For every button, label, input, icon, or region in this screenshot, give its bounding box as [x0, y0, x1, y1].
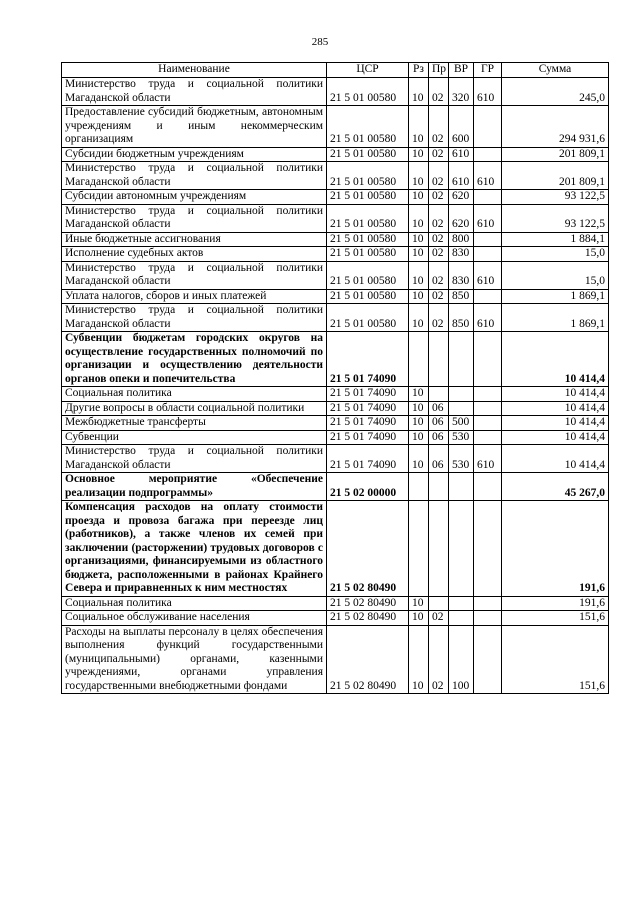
cell-name: Субвенции бюджетам городских округов на осуществление государственных полномочий по организации и осуществлению деятельности органов опеки и попечительства	[62, 332, 327, 387]
cell-rz: 10	[409, 162, 429, 190]
cell-rz: 10	[409, 596, 429, 611]
table-row	[62, 190, 609, 205]
cell-rz: 10	[409, 247, 429, 262]
cell-sum: 15,0	[502, 247, 609, 262]
cell-vr: 800	[449, 232, 474, 247]
cell-rz: 10	[409, 147, 429, 162]
cell-rz: 10	[409, 78, 429, 106]
cell-gr	[474, 416, 502, 431]
table-row	[62, 596, 609, 611]
column-header-vr: ВР	[449, 63, 474, 78]
cell-pr: 02	[429, 304, 449, 332]
cell-sum: 10 414,4	[502, 445, 609, 473]
cell-gr: 610	[474, 304, 502, 332]
table-row	[62, 625, 609, 694]
cell-sum: 245,0	[502, 78, 609, 106]
cell-pr: 02	[429, 611, 449, 626]
cell-name: Субсидии бюджетным учреждениям	[62, 147, 327, 162]
cell-pr: 02	[429, 147, 449, 162]
cell-gr	[474, 232, 502, 247]
cell-vr: 320	[449, 78, 474, 106]
cell-csr: 21 5 01 00580	[327, 261, 409, 289]
cell-vr	[449, 501, 474, 597]
cell-pr	[429, 387, 449, 402]
cell-pr: 02	[429, 625, 449, 694]
cell-csr: 21 5 01 00580	[327, 232, 409, 247]
cell-gr: 610	[474, 162, 502, 190]
cell-sum: 45 267,0	[502, 473, 609, 501]
table-row	[62, 232, 609, 247]
cell-gr	[474, 596, 502, 611]
cell-rz	[409, 501, 429, 597]
cell-pr	[429, 501, 449, 597]
cell-pr	[429, 332, 449, 387]
cell-csr: 21 5 01 74090	[327, 332, 409, 387]
table-row	[62, 387, 609, 402]
cell-sum: 10 414,4	[502, 332, 609, 387]
column-header-rz: Рз	[409, 63, 429, 78]
cell-vr: 530	[449, 445, 474, 473]
cell-csr: 21 5 02 80490	[327, 501, 409, 597]
table-row	[62, 416, 609, 431]
column-header-name: Наименование	[62, 63, 327, 78]
cell-vr: 100	[449, 625, 474, 694]
cell-csr: 21 5 01 74090	[327, 401, 409, 416]
cell-rz: 10	[409, 106, 429, 148]
cell-name: Компенсация расходов на оплату стоимости проезда и провоза багажа при переезде лиц (работников), а также членов их семей при заключении (расторжении) трудовых договоров с организациями, финансируемыми из областного бюджета, расположенными в районах Крайнего Севера и приравненных к ним местностях	[62, 501, 327, 597]
cell-sum: 191,6	[502, 501, 609, 597]
cell-csr: 21 5 01 74090	[327, 387, 409, 402]
cell-rz: 10	[409, 204, 429, 232]
table-row	[62, 445, 609, 473]
cell-rz: 10	[409, 401, 429, 416]
cell-vr	[449, 387, 474, 402]
cell-name: Субвенции	[62, 430, 327, 445]
cell-pr: 06	[429, 401, 449, 416]
cell-name: Уплата налогов, сборов и иных платежей	[62, 289, 327, 304]
cell-gr	[474, 430, 502, 445]
table-body	[62, 78, 609, 694]
cell-gr: 610	[474, 261, 502, 289]
cell-sum: 201 809,1	[502, 162, 609, 190]
cell-name: Министерство труда и социальной политики Магаданской области	[62, 445, 327, 473]
cell-gr	[474, 401, 502, 416]
cell-name: Межбюджетные трансферты	[62, 416, 327, 431]
page-number: 285	[311, 36, 329, 48]
cell-pr: 02	[429, 106, 449, 148]
cell-rz: 10	[409, 190, 429, 205]
cell-rz: 10	[409, 232, 429, 247]
cell-vr: 850	[449, 289, 474, 304]
cell-pr: 06	[429, 416, 449, 431]
cell-csr: 21 5 01 00580	[327, 147, 409, 162]
cell-sum: 1 884,1	[502, 232, 609, 247]
cell-sum: 10 414,4	[502, 387, 609, 402]
cell-name: Субсидии автономным учреждениям	[62, 190, 327, 205]
table-row	[62, 261, 609, 289]
cell-vr: 620	[449, 204, 474, 232]
budget-table	[61, 62, 609, 694]
table-row	[62, 473, 609, 501]
cell-csr: 21 5 01 74090	[327, 430, 409, 445]
cell-sum: 191,6	[502, 596, 609, 611]
cell-rz: 10	[409, 445, 429, 473]
cell-gr	[474, 473, 502, 501]
table-row	[62, 611, 609, 626]
cell-gr	[474, 625, 502, 694]
cell-pr: 02	[429, 190, 449, 205]
column-header-gr: ГР	[474, 63, 502, 78]
cell-vr	[449, 473, 474, 501]
cell-gr	[474, 106, 502, 148]
table-row	[62, 304, 609, 332]
cell-pr: 02	[429, 261, 449, 289]
cell-vr	[449, 401, 474, 416]
cell-gr	[474, 387, 502, 402]
cell-vr: 830	[449, 247, 474, 262]
cell-sum: 201 809,1	[502, 147, 609, 162]
cell-vr: 610	[449, 147, 474, 162]
cell-pr: 06	[429, 430, 449, 445]
cell-name: Другие вопросы в области социальной политики	[62, 401, 327, 416]
table-row	[62, 401, 609, 416]
cell-name: Исполнение судебных актов	[62, 247, 327, 262]
cell-csr: 21 5 01 00580	[327, 78, 409, 106]
cell-rz: 10	[409, 387, 429, 402]
cell-csr: 21 5 01 00580	[327, 247, 409, 262]
cell-vr: 600	[449, 106, 474, 148]
cell-sum: 10 414,4	[502, 401, 609, 416]
cell-vr: 850	[449, 304, 474, 332]
table-row	[62, 247, 609, 262]
table-header-row	[62, 63, 609, 78]
cell-rz: 10	[409, 430, 429, 445]
cell-rz: 10	[409, 625, 429, 694]
cell-sum: 1 869,1	[502, 304, 609, 332]
cell-csr: 21 5 02 00000	[327, 473, 409, 501]
cell-gr	[474, 247, 502, 262]
table-row	[62, 106, 609, 148]
table-row	[62, 430, 609, 445]
cell-pr: 02	[429, 232, 449, 247]
cell-sum: 15,0	[502, 261, 609, 289]
cell-name: Министерство труда и социальной политики Магаданской области	[62, 261, 327, 289]
cell-name: Основное мероприятие «Обеспечение реализации подпрограммы»	[62, 473, 327, 501]
cell-name: Иные бюджетные ассигнования	[62, 232, 327, 247]
cell-rz: 10	[409, 289, 429, 304]
cell-rz: 10	[409, 304, 429, 332]
table-row	[62, 501, 609, 597]
cell-csr: 21 5 02 80490	[327, 596, 409, 611]
table-row	[62, 78, 609, 106]
cell-pr: 02	[429, 247, 449, 262]
cell-sum: 1 869,1	[502, 289, 609, 304]
cell-csr: 21 5 02 80490	[327, 625, 409, 694]
table-row	[62, 147, 609, 162]
cell-gr	[474, 289, 502, 304]
cell-csr: 21 5 01 00580	[327, 289, 409, 304]
cell-csr: 21 5 01 00580	[327, 162, 409, 190]
cell-pr	[429, 473, 449, 501]
cell-pr	[429, 596, 449, 611]
cell-gr	[474, 147, 502, 162]
cell-pr: 06	[429, 445, 449, 473]
cell-gr: 610	[474, 445, 502, 473]
cell-rz: 10	[409, 611, 429, 626]
cell-csr: 21 5 01 00580	[327, 304, 409, 332]
cell-gr: 610	[474, 204, 502, 232]
cell-sum: 93 122,5	[502, 204, 609, 232]
cell-name: Социальное обслуживание населения	[62, 611, 327, 626]
cell-sum: 93 122,5	[502, 190, 609, 205]
table-row	[62, 162, 609, 190]
cell-sum: 151,6	[502, 611, 609, 626]
cell-pr: 02	[429, 204, 449, 232]
cell-vr	[449, 596, 474, 611]
cell-vr	[449, 611, 474, 626]
cell-name: Социальная политика	[62, 387, 327, 402]
cell-gr: 610	[474, 78, 502, 106]
cell-name: Социальная политика	[62, 596, 327, 611]
cell-gr	[474, 190, 502, 205]
cell-name: Предоставление субсидий бюджетным, автономным учреждениям и иным некоммерческим организациям	[62, 106, 327, 148]
column-header-sum: Сумма	[502, 63, 609, 78]
cell-vr: 620	[449, 190, 474, 205]
cell-gr	[474, 611, 502, 626]
cell-gr	[474, 332, 502, 387]
cell-name: Министерство труда и социальной политики Магаданской области	[62, 304, 327, 332]
cell-rz: 10	[409, 261, 429, 289]
cell-name: Расходы на выплаты персоналу в целях обеспечения выполнения функций государственными (муниципальными) органами, казенными учреждениями, органами управления государственными внебюджетными фондами	[62, 625, 327, 694]
cell-vr: 830	[449, 261, 474, 289]
cell-csr: 21 5 01 74090	[327, 416, 409, 431]
cell-vr: 610	[449, 162, 474, 190]
cell-csr: 21 5 01 00580	[327, 204, 409, 232]
cell-vr: 530	[449, 430, 474, 445]
cell-name: Министерство труда и социальной политики Магаданской области	[62, 78, 327, 106]
cell-csr: 21 5 01 00580	[327, 106, 409, 148]
table-row	[62, 289, 609, 304]
cell-rz	[409, 473, 429, 501]
cell-vr: 500	[449, 416, 474, 431]
cell-name: Министерство труда и социальной политики Магаданской области	[62, 162, 327, 190]
table-row	[62, 332, 609, 387]
table-row	[62, 204, 609, 232]
cell-sum: 151,6	[502, 625, 609, 694]
cell-pr: 02	[429, 162, 449, 190]
cell-gr	[474, 501, 502, 597]
cell-sum: 294 931,6	[502, 106, 609, 148]
cell-csr: 21 5 01 74090	[327, 445, 409, 473]
column-header-csr: ЦСР	[327, 63, 409, 78]
cell-pr: 02	[429, 289, 449, 304]
cell-pr: 02	[429, 78, 449, 106]
cell-name: Министерство труда и социальной политики Магаданской области	[62, 204, 327, 232]
cell-rz	[409, 332, 429, 387]
cell-csr: 21 5 02 80490	[327, 611, 409, 626]
cell-vr	[449, 332, 474, 387]
cell-sum: 10 414,4	[502, 416, 609, 431]
cell-sum: 10 414,4	[502, 430, 609, 445]
column-header-pr: Пр	[429, 63, 449, 78]
cell-rz: 10	[409, 416, 429, 431]
cell-csr: 21 5 01 00580	[327, 190, 409, 205]
